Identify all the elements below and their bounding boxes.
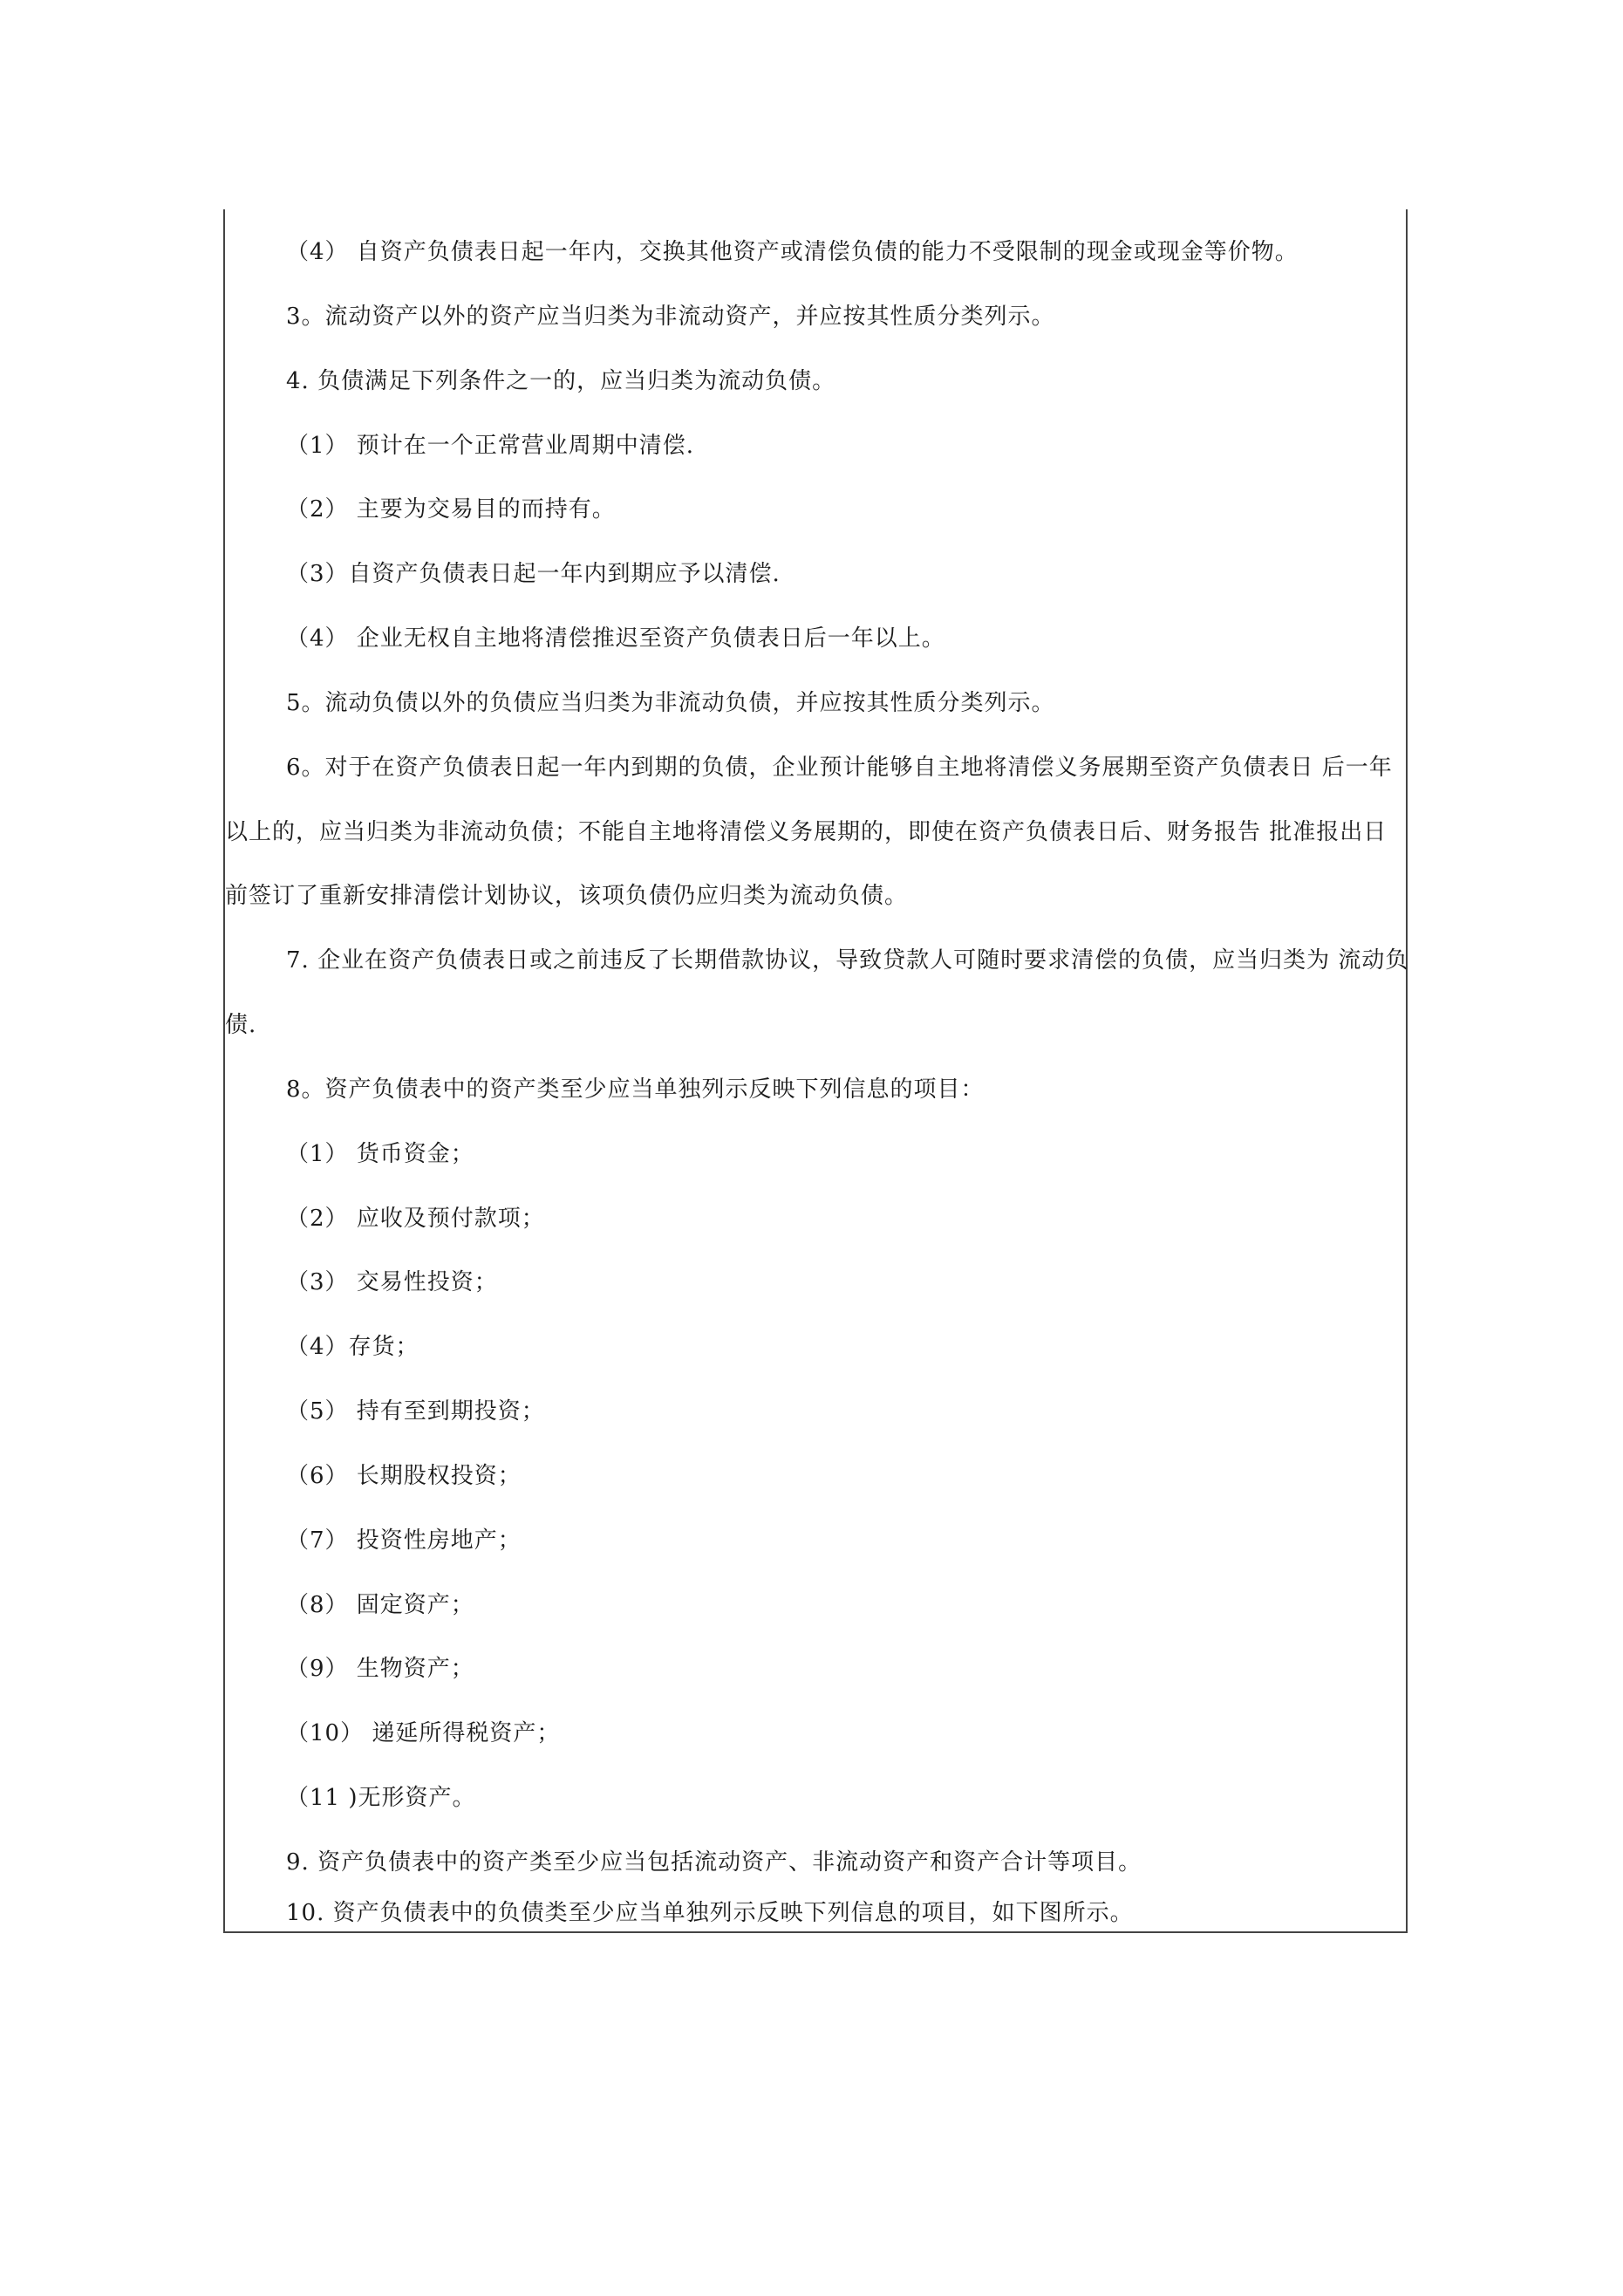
paragraph-line: 4. 负债满足下列条件之一的，应当归类为流动负债。 bbox=[286, 368, 836, 394]
paragraph-line: 7. 企业在资产负债表日或之前违反了长期借款协议，导致贷款人可随时要求清偿的负债，应当归类为 流动负 bbox=[286, 947, 1409, 974]
paragraph-line: 以上的，应当归类为非流动负债；不能自主地将清偿义务展期的，即使在资产负债表日后、财务报告 批准报出日 bbox=[225, 819, 1388, 845]
list-item: （7） 投资性房地产； bbox=[286, 1527, 522, 1554]
paragraph-line: 3。流动资产以外的资产应当归类为非流动资产，并应按其性质分类列示。 bbox=[286, 304, 1055, 330]
paragraph-line: （1） 预计在一个正常营业周期中清偿. bbox=[286, 433, 695, 459]
paragraph-line: （3）自资产负债表日起一年内到期应予以清偿. bbox=[286, 561, 781, 587]
list-item: （4）存货； bbox=[286, 1334, 419, 1360]
paragraph-line: 前签订了重新安排清偿计划协议，该项负债仍应归类为流动负债。 bbox=[225, 883, 909, 909]
list-item: （8） 固定资产； bbox=[286, 1592, 474, 1618]
paragraph-line: 9. 资产负债表中的资产类至少应当包括流动资产、非流动资产和资产合计等项目。 bbox=[286, 1849, 1142, 1876]
paragraph-line: 6。对于在资产负债表日起一年内到期的负债，企业预计能够自主地将清偿义务展期至资产负债表日 后一年 bbox=[286, 755, 1393, 781]
list-item: （11 )无形资产。 bbox=[286, 1785, 476, 1811]
list-item: （6） 长期股权投资； bbox=[286, 1463, 522, 1489]
paragraph-line: 8。资产负债表中的资产类至少应当单独列示反映下列信息的项目： bbox=[286, 1076, 985, 1103]
list-item: （5） 持有至到期投资； bbox=[286, 1398, 545, 1425]
list-item: （3） 交易性投资； bbox=[286, 1269, 498, 1295]
paragraph-line: 10. 资产负债表中的负债类至少应当单独列示反映下列信息的项目，如下图所示。 bbox=[286, 1900, 1134, 1926]
paragraph-line: 债. bbox=[225, 1012, 257, 1038]
paragraph-line: （4） 企业无权自主地将清偿推迟至资产负债表日后一年以上。 bbox=[286, 625, 945, 652]
list-item: （10） 递延所得税资产； bbox=[286, 1720, 561, 1746]
list-item: （1） 货币资金； bbox=[286, 1141, 474, 1167]
paragraph-line: （4） 自资产负债表日起一年内，交换其他资产或清偿负债的能力不受限制的现金或现金等价物。 bbox=[286, 239, 1299, 265]
list-item: （9） 生物资产； bbox=[286, 1656, 474, 1682]
list-item: （2） 应收及预付款项； bbox=[286, 1206, 545, 1232]
paragraph-line: （2） 主要为交易目的而持有。 bbox=[286, 496, 616, 523]
paragraph-line: 5。流动负债以外的负债应当归类为非流动负债，并应按其性质分类列示。 bbox=[286, 690, 1055, 716]
